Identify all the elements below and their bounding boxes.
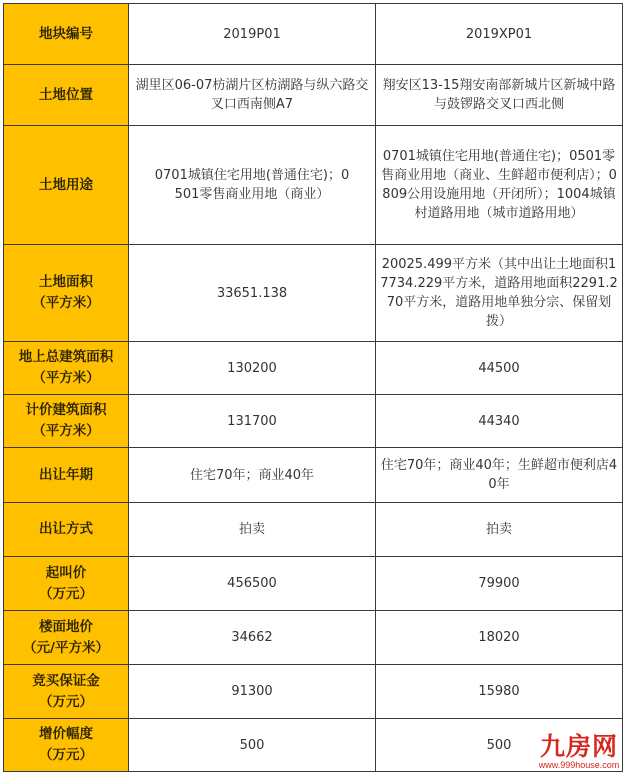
cell-2019xp01-parcel-id: 2019XP01 [376,4,623,65]
watermark-url: www.999house.com [538,760,620,770]
cell-2019p01-transfer-method: 拍卖 [129,503,376,557]
row-land-area [4,245,623,342]
cell-2019p01-floor-price: 34662 [129,611,376,665]
label-land-use: 土地用途 [4,126,129,245]
row-bid-increment [4,719,623,772]
cell-2019xp01-land-use: 0701城镇住宅用地(普通住宅)；0501零售商业用地（商业、生鲜超市便利店）；0809公用设施用地（开闭所）；1004城镇村道路用地（城市道路用地） [376,126,623,245]
label-starting-price: 起叫价 （万元） [4,557,129,611]
cell-2019p01-parcel-id: 2019P01 [129,4,376,65]
label-lease-term: 出让年期 [4,448,129,503]
watermark [537,734,621,771]
land-parcel-comparison-table [3,3,623,772]
cell-2019p01-lease-term: 住宅70年；商业40年 [129,448,376,503]
label-land-area: 土地面积 （平方米） [4,245,129,342]
row-priced-floor-area [4,395,623,448]
label-location: 土地位置 [4,65,129,126]
row-location [4,65,623,126]
label-bid-increment: 增价幅度 （万元） [4,719,129,772]
label-transfer-method: 出让方式 [4,503,129,557]
row-above-ground-floor-area [4,342,623,395]
cell-2019xp01-transfer-method: 拍卖 [376,503,623,557]
cell-2019xp01-bid-increment: 500 [376,719,623,772]
row-bid-deposit [4,665,623,719]
label-priced-floor-area: 计价建筑面积 （平方米） [4,395,129,448]
label-parcel-id: 地块编号 [4,4,129,65]
cell-2019p01-bid-deposit: 91300 [129,665,376,719]
cell-2019xp01-land-area: 20025.499平方米（其中出让土地面积17734.229平方米，道路用地面积2291.270平方米，道路用地单独分宗、保留划拨） [376,245,623,342]
cell-2019xp01-location: 翔安区13-15翔安南部新城片区新城中路与鼓锣路交叉口西北侧 [376,65,623,126]
row-floor-price [4,611,623,665]
row-lease-term [4,448,623,503]
label-floor-price: 楼面地价 （元/平方米） [4,611,129,665]
label-above-ground-floor-area: 地上总建筑面积 （平方米） [4,342,129,395]
cell-2019p01-land-area: 33651.138 [129,245,376,342]
cell-2019p01-starting-price: 456500 [129,557,376,611]
cell-2019p01-priced-floor-area: 131700 [129,395,376,448]
cell-2019xp01-bid-deposit: 15980 [376,665,623,719]
cell-2019xp01-starting-price: 79900 [376,557,623,611]
cell-2019p01-land-use: 0701城镇住宅用地(普通住宅)；0501零售商业用地（商业） [129,126,376,245]
cell-2019xp01-above-ground-floor-area: 44500 [376,342,623,395]
cell-2019p01-location: 湖里区06-07枋湖片区枋湖路与纵六路交叉口西南侧A7 [129,65,376,126]
cell-2019xp01-priced-floor-area: 44340 [376,395,623,448]
watermark-logo: 九房网 [539,732,618,761]
label-bid-deposit: 竞买保证金 （万元） [4,665,129,719]
cell-2019p01-bid-increment: 500 [129,719,376,772]
row-parcel-id [4,4,623,65]
row-starting-price [4,557,623,611]
cell-2019p01-above-ground-floor-area: 130200 [129,342,376,395]
row-transfer-method [4,503,623,557]
row-land-use [4,126,623,245]
cell-2019xp01-lease-term: 住宅70年；商业40年；生鲜超市便利店40年 [376,448,623,503]
cell-2019xp01-floor-price: 18020 [376,611,623,665]
